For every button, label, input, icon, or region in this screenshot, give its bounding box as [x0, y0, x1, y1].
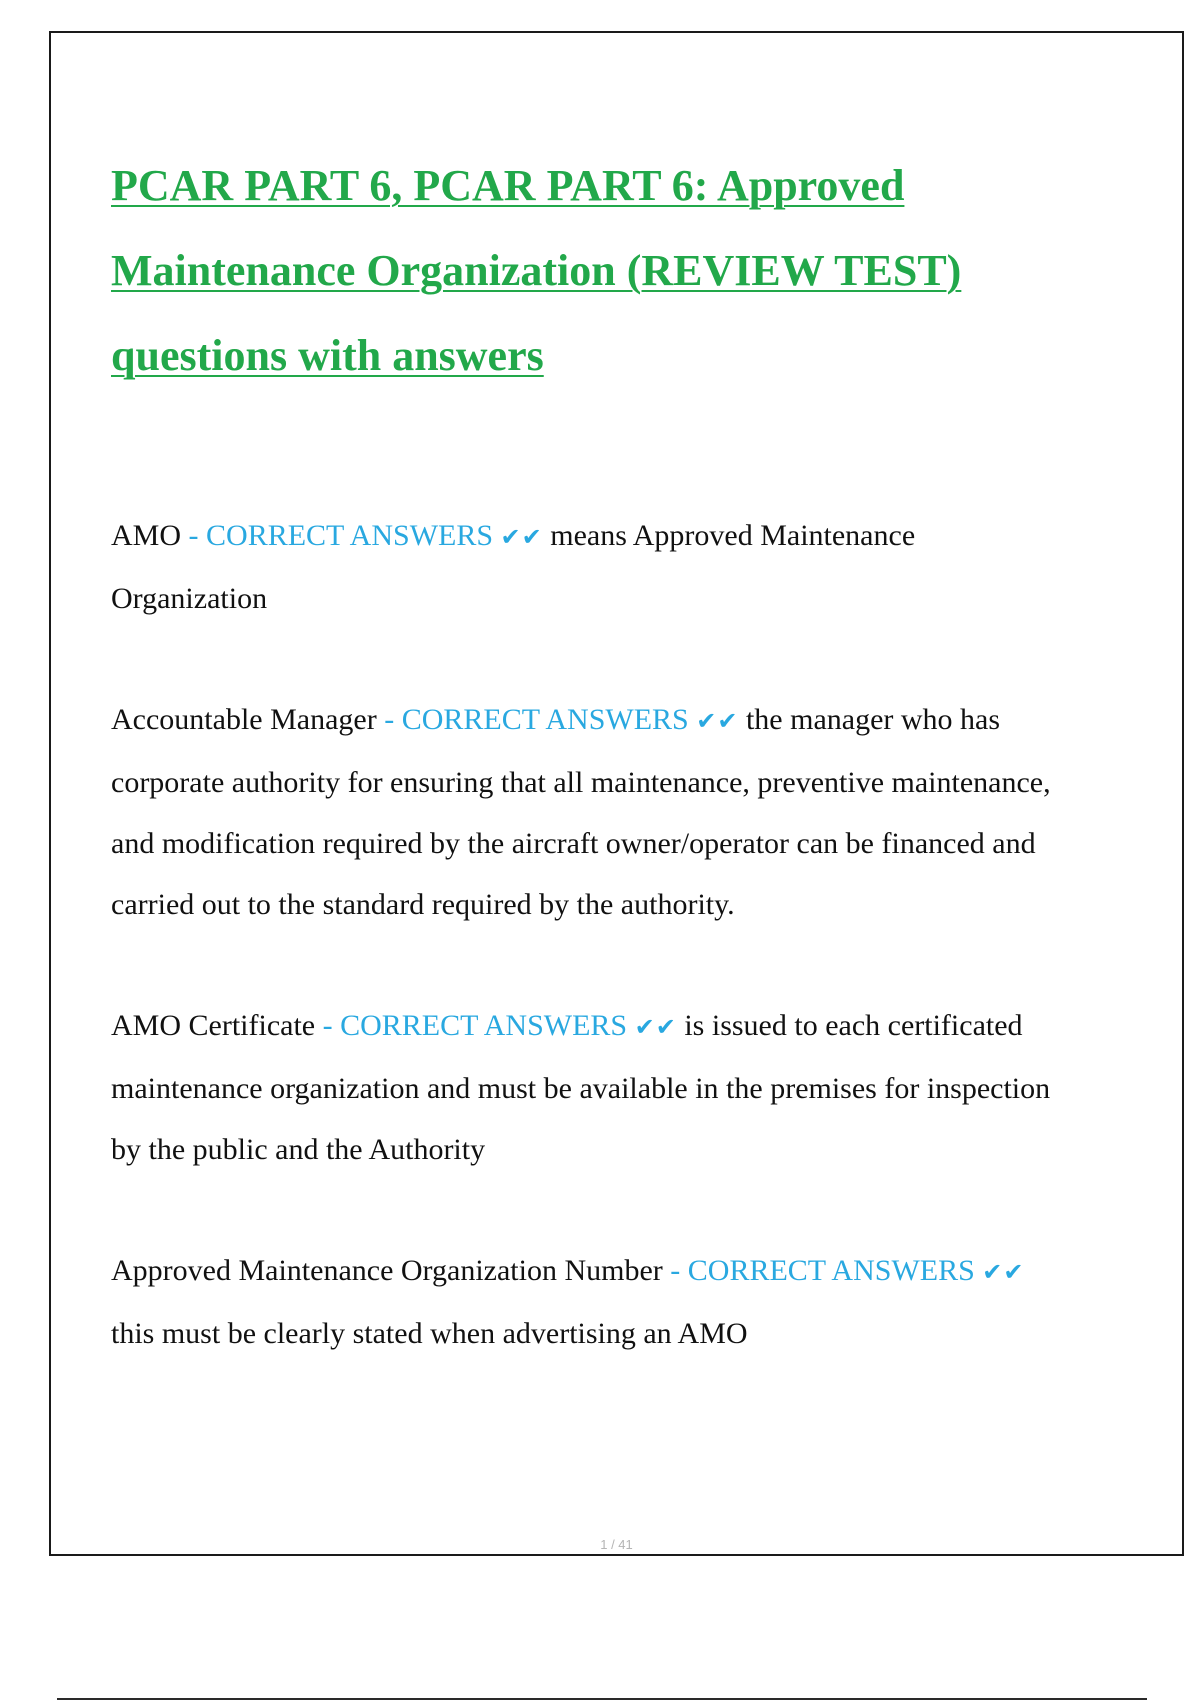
qa-item-amo-number — [111, 1240, 1071, 1364]
correct-answers-label: CORRECT ANSWERS — [687, 1254, 975, 1287]
qa-item-accountable-manager — [111, 689, 1071, 935]
correct-answers-label: CORRECT ANSWERS — [401, 703, 689, 736]
double-check-icon: ✔✔ — [500, 523, 543, 551]
qa-term: AMO — [111, 519, 182, 552]
qa-answer: the manager who has corporate authority for ensuring that all maintenance, preventive maintenance, and modification required by the aircraft owner/operator can be financed and carried out to the standard required by the authority. — [111, 703, 1051, 921]
document-title: PCAR PART 6, PCAR PART 6: Approved Maintenance Organization (REVIEW TEST) questions with answers — [111, 161, 962, 380]
correct-answers-label: CORRECT ANSWERS — [206, 519, 494, 552]
qa-item-amo-certificate — [111, 995, 1071, 1180]
qa-term: Accountable Manager — [111, 703, 377, 736]
qa-separator: - — [376, 703, 402, 736]
page-number: 1 / 41 — [600, 1537, 633, 1552]
qa-answer: is issued to each certificated maintenance organization and must be available in the premises for inspection by the public and the Authority — [111, 1009, 1051, 1166]
qa-item-amo — [111, 505, 1071, 629]
qa-answer: means Approved Maintenance Organization — [111, 519, 916, 615]
double-check-icon: ✔✔ — [696, 707, 739, 735]
document-page — [49, 31, 1184, 1556]
qa-separator: - — [181, 519, 207, 552]
qa-list — [111, 505, 1071, 1424]
qa-term: Approved Maintenance Organization Number — [111, 1254, 663, 1287]
qa-separator: - — [662, 1254, 688, 1287]
double-check-icon: ✔✔ — [634, 1013, 677, 1041]
correct-answers-label: CORRECT ANSWERS — [340, 1009, 628, 1042]
double-check-icon: ✔✔ — [982, 1258, 1025, 1286]
qa-answer: this must be clearly stated when advertising an AMO — [111, 1317, 748, 1350]
qa-separator: - — [315, 1009, 341, 1042]
qa-term: AMO Certificate — [111, 1009, 316, 1042]
